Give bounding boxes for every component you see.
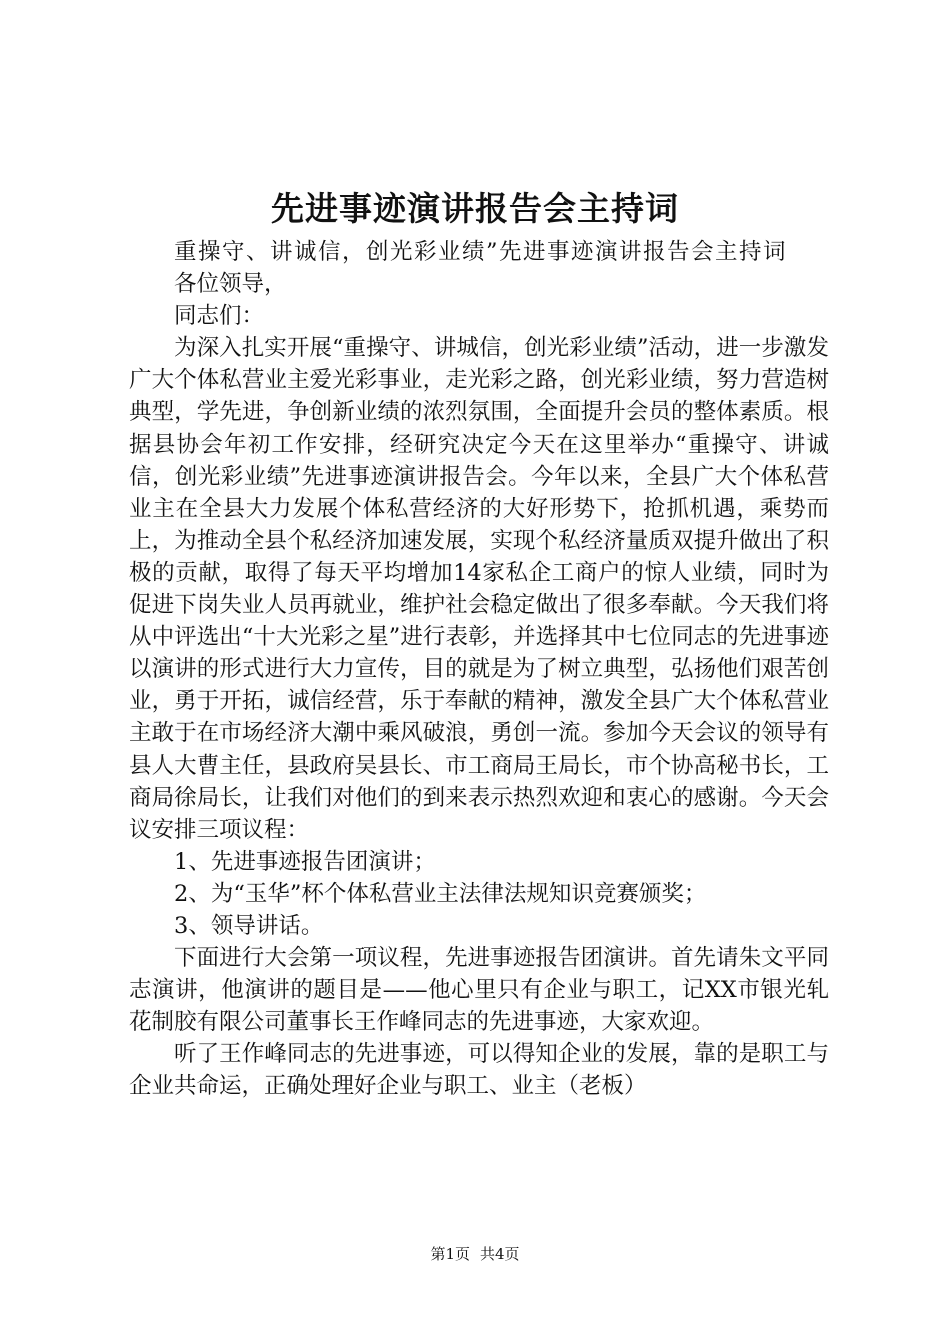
agenda-item-3: 3、领导讲话。: [174, 912, 324, 939]
page-footer: [0, 1244, 950, 1264]
paragraph-salutation-leaders: 各位领导，: [174, 271, 287, 298]
page-number: 第1页: [430, 1245, 470, 1263]
agenda-item-2: 2、为“玉华”杯个体私营业主法律法规知识竞赛颁奖；: [174, 880, 707, 907]
paragraph-first-agenda: 下面进行大会第一项议程，先进事迹报告团演讲。首先请朱文平同志演讲，他演讲的题目是——他心里只有企业与职工，记XX市银光轧花制胶有限公司董事长王作峰同志的先进事迹，大家欢迎。: [129, 945, 829, 1036]
paragraph-salutation-comrades: 同志们：: [174, 303, 265, 330]
document-title: 先进事迹演讲报告会主持词: [271, 189, 679, 228]
page-total: 共4页: [480, 1245, 520, 1263]
document-body: [129, 236, 829, 1103]
agenda-item-1: 1、先进事迹报告团演讲；: [174, 848, 436, 875]
paragraph-after-speech: 听了王作峰同志的先进事迹，可以得知企业的发展，靠的是职工与企业共命运，正确处理好企业与职工、业主（老板）: [129, 1041, 829, 1100]
paragraph-heading-line: 重操守、讲诚信，创光彩业绩”先进事迹演讲报告会主持词: [174, 239, 788, 265]
paragraph-introduction: 为深入扎实开展“重操守、讲城信，创光彩业绩”活动，进一步激发广大个体私营业主爱光彩事业，走光彩之路，创光彩业绩，努力营造树典型，学先进，争创新业绩的浓烈氛围，全面提升会员的整体素质。根据县协会年初工作安排，经研究决定今天在这里举办“重操守、讲诚信，创光彩业绩”先进事迹演讲报告会。今年以来，全县广大个体私营业主在全县大力发展个体私营经济的大好形势下，抢抓机遇，乘势而上，为推动全县个私经济加速发展，实现个私经济量质双提升做出了积极的贡献，取得了每天平均增加14家私企工商户的惊人业绩，同时为促进下岗失业人员再就业，维护社会稳定做出了很多奉献。今天我们将从中评选出“十大光彩之星”进行表彰，并选择其中七位同志的先进事迹以演讲的形式进行大力宣传，目的就是为了树立典型，弘扬他们艰苦创业，勇于开拓，诚信经营，乐于奉献的精神，激发全县广大个体私营业主敢于在市场经济大潮中乘风破浪，勇创一流。参加今天会议的领导有县人大曹主任，县政府吴县长、市工商局王局长，市个协高秘书长，工商局徐局长，让我们对他们的到来表示热烈欢迎和衷心的感谢。今天会议安排三项议程：: [129, 335, 829, 843]
